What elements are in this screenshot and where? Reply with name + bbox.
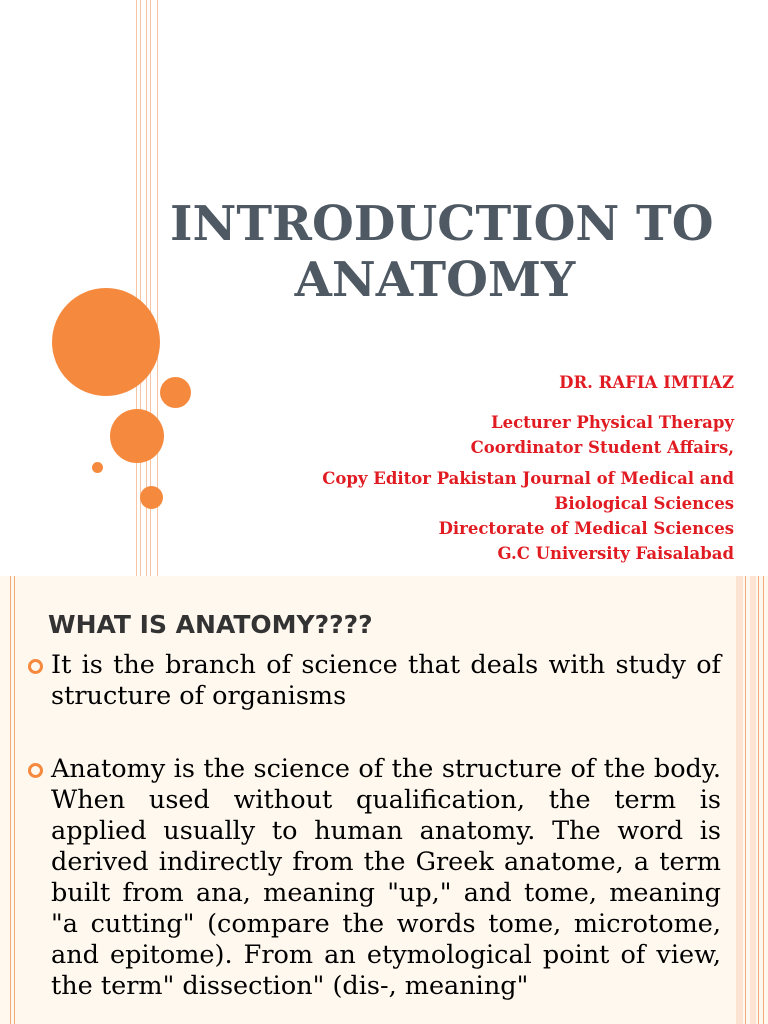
author-role: Directorate of Medical Sciences <box>438 519 734 538</box>
decorative-stripe <box>758 576 759 1024</box>
decorative-band <box>736 576 743 1024</box>
author-role: G.C University Faisalabad <box>497 544 734 563</box>
decorative-stripe <box>10 576 11 1024</box>
bullet-ring-icon <box>28 763 43 778</box>
decorative-circle-small <box>160 377 191 408</box>
author-name: DR. RAFIA IMTIAZ <box>559 373 734 392</box>
decorative-circle-dot <box>92 462 103 473</box>
author-info <box>322 370 734 566</box>
title-line-2: ANATOMY <box>294 252 576 308</box>
decorative-circle-large <box>52 288 160 396</box>
title-line-1: INTRODUCTION TO <box>170 196 714 252</box>
decorative-stripe <box>14 576 15 1024</box>
author-role: Coordinator Student Affairs, <box>470 438 734 457</box>
decorative-circle-tiny <box>140 486 163 509</box>
slide-title <box>170 196 714 308</box>
decorative-stripe <box>745 576 746 1024</box>
bullet-item <box>28 650 721 712</box>
author-role: Biological Sciences <box>554 494 734 513</box>
decorative-circle-medium <box>110 409 164 463</box>
bullet-item <box>28 754 721 1002</box>
decorative-band <box>750 576 756 1024</box>
bullet-text: It is the branch of science that deals with study of structure of organisms <box>51 650 721 711</box>
author-role: Lecturer Physical Therapy <box>491 413 734 432</box>
decorative-stripe <box>763 576 764 1024</box>
bullet-text: Anatomy is the science of the structure of the body. When used without qualification, the term is applied usually to human anatomy. The word is derived indirectly from the Greek anatome, a term built from ana, meaning "up," and tome, meaning "a cutting" (compare the words tome, microtome, and epitome). From an etymological point of view, the term" dissection" (dis-, meaning" <box>51 754 721 1001</box>
content-slide <box>0 576 768 1024</box>
bullet-ring-icon <box>28 659 43 674</box>
author-role: Copy Editor Pakistan Journal of Medical and <box>322 469 734 488</box>
slide-heading: WHAT IS ANATOMY???? <box>48 610 373 639</box>
